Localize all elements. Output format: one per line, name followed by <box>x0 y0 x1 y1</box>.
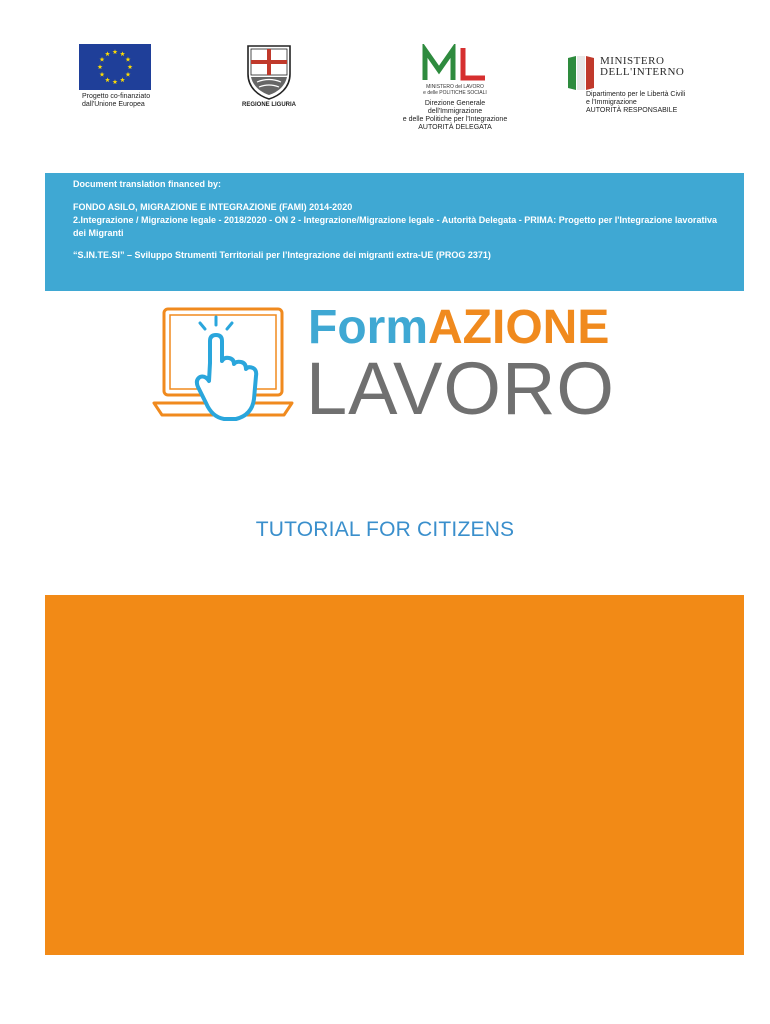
banner-programme-line2: 2.Integrazione / Migrazione legale - 2018/2020 - ON 2 - Integrazione/Migrazione legale - Autorità Delegata - PRIMA: Progetto per l'Integrazione lavorativa dei Migranti <box>73 215 717 238</box>
ml-ministry-logo <box>400 44 510 132</box>
eu-logo <box>78 44 152 109</box>
interno-ministry-logo <box>568 56 698 115</box>
ml-monogram-icon <box>419 44 491 84</box>
logo-text-formazione <box>308 303 609 353</box>
ml-ministry-line2: e delle POLITICHE SOCIALI <box>423 90 487 96</box>
interno-caption-line1: Dipartimento per le Libertà Civili <box>586 91 686 98</box>
eu-logo-caption <box>78 93 152 109</box>
ml-logo-caption <box>400 100 510 132</box>
interno-logo-caption <box>586 91 698 115</box>
interno-caption-line2: e l'Immigrazione <box>586 99 637 106</box>
eu-flag-icon <box>79 44 151 90</box>
formazione-lavoro-logo <box>150 303 640 433</box>
ml-ministry-name <box>400 84 510 96</box>
logo-text-azione: AZIONE <box>428 301 610 354</box>
laptop-click-icon <box>150 303 300 433</box>
ml-caption-line3: AUTORITÀ DELEGATA <box>418 124 492 131</box>
interno-caption-line3: AUTORITÀ RESPONSABILE <box>586 107 678 114</box>
liguria-logo <box>236 44 302 108</box>
liguria-shield-icon <box>245 44 293 100</box>
banner-programme-line1: FONDO ASILO, MIGRAZIONE E INTEGRAZIONE (FAMI) 2014-2020 <box>73 202 353 212</box>
orange-cover-block <box>45 595 744 955</box>
banner-project: “S.IN.TE.SI” – Sviluppo Strumenti Territoriali per l’Integrazione dei migranti extra-UE (PROG 2371) <box>73 250 491 260</box>
eu-caption-line2: dall'Unione Europea <box>82 101 145 108</box>
interno-name-line1: MINISTERO <box>600 55 665 67</box>
logo-text-lavoro: LAVORO <box>306 347 615 430</box>
tutorial-title: TUTORIAL FOR CITIZENS <box>255 518 515 541</box>
interno-name <box>600 56 684 78</box>
eu-caption-line1: Progetto co-finanziato <box>82 93 151 100</box>
interno-name-line2: DELL'INTERNO <box>600 66 685 78</box>
italian-flag-emblem-icon <box>568 56 594 90</box>
liguria-caption: REGIONE LIGURIA <box>241 102 296 108</box>
ml-ministry-line1: MINISTERO del LAVORO <box>426 84 484 90</box>
banner-heading: Document translation financed by: <box>73 179 222 189</box>
funding-banner <box>45 173 744 291</box>
ml-caption-line1: Direzione Generale dell'Immigrazione <box>424 100 486 115</box>
ml-caption-line2: e delle Politiche per l'Integrazione <box>402 116 508 123</box>
logo-text-form: Form <box>308 301 428 354</box>
